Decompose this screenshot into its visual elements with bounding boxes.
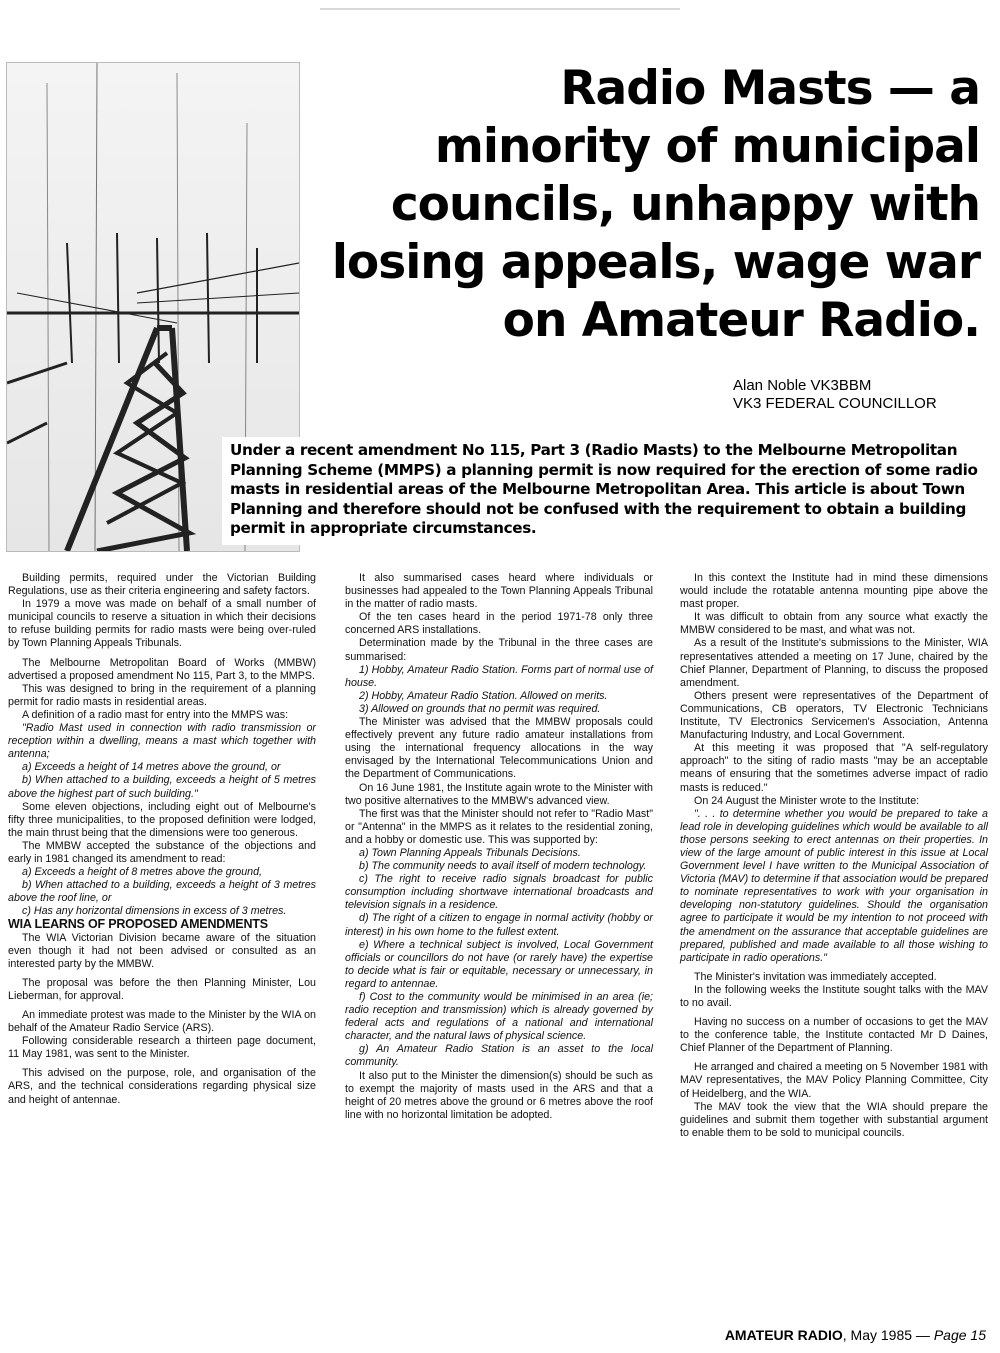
paragraph: It also summarised cases heard where individuals or businesses had appealed to the Town Planning Appeals Tribunal in the matter of radio masts.: [345, 572, 653, 611]
list-item: f) Cost to the community would be minimised in an area (ie; radio reception and transmission) which is already governed by federal acts and regulations of a national and international character, and the natural laws of physical science.: [345, 991, 653, 1043]
paragraph: It was difficult to obtain from any source what exactly the MMBW considered to be mast, and what was not.: [680, 611, 988, 637]
paragraph: He arranged and chaired a meeting on 5 November 1981 with MAV representatives, the MAV Policy Planning Committee, City of Heidelberg, and the WIA.: [680, 1061, 988, 1100]
list-item: a) Town Planning Appeals Tribunals Decisions.: [359, 846, 581, 859]
author-role: VK3 FEDERAL COUNCILLOR: [733, 395, 937, 412]
paragraph: The MAV took the view that the WIA should prepare the guidelines and submit them together with substantial argument to enable them to be sold to municipal councils.: [680, 1100, 988, 1139]
list-item: e) Where a technical subject is involved, Local Government officials or councillors do not have (or rarely have) the expertise to decide what is fair or equitable, necessary or unnecessary, in regard to antennae.: [345, 938, 653, 990]
paragraph: Some eleven objections, including eight out of Melbourne's fifty three municipalities, to the proposed definition were lodged, the main thrust being that the dimensions were too generous.: [8, 800, 316, 839]
list-item: b) When attached to a building, exceeds a height of 3 metres above the roof line, or: [8, 879, 316, 905]
paragraph: Building permits, required under the Victorian Building Regulations, use as their criteria engineering and safety factors.: [8, 572, 316, 598]
quote-paragraph: b) When attached to a building, exceeds a height of 5 metres above the highest part of such building.": [8, 774, 316, 800]
list-item: b) The community needs to avail itself of modern technology.: [359, 860, 647, 873]
list-item: c) The right to receive radio signals broadcast for public consumption including shortwave international broadcasts and television signals in a residence.: [345, 873, 653, 912]
paragraph: The Minister was advised that the MMBW proposals could effectively prevent any future radio amateur installations from using the international frequency allocations in the way envisaged by the International Telecommunications Union and the Department of Communications.: [345, 716, 653, 781]
paragraph: The proposal was before the then Planning Minister, Lou Lieberman, for approval.: [8, 976, 316, 1002]
paragraph: On 24 August the Minister wrote to the Institute:: [694, 794, 920, 807]
paragraph: In 1979 a move was made on behalf of a small number of municipal councils to reserve a situation in which their decisions to refuse building permits for radio masts were being over-ruled by Town Planning Appeals Tribunals.: [8, 598, 316, 650]
paragraph: The Minister's invitation was immediately accepted.: [694, 970, 937, 983]
paragraph: Having no success on a number of occasions to get the MAV to the conference table, the Institute contacted Mr D Daines, Chief Planner of the Department of Planning.: [680, 1016, 988, 1055]
paragraph: This advised on the purpose, role, and organisation of the ARS, and the technical considerations regarding physical size and height of antennae.: [8, 1067, 316, 1106]
issue-date: , May 1985 —: [842, 1327, 934, 1343]
paragraph: A definition of a radio mast for entry into the MMPS was:: [22, 708, 289, 721]
list-item: 3) Allowed on grounds that no permit was required.: [359, 702, 601, 715]
column-2: [345, 572, 653, 1122]
list-item: 2) Hobby, Amateur Radio Station. Allowed on merits.: [359, 689, 608, 702]
paragraph: The first was that the Minister should not refer to "Radio Mast" or "Antenna" in the MMPS as it relates to the residential zoning, and a hobby or domestic use. This was supported by:: [345, 807, 653, 846]
author-name: Alan Noble VK3BBM: [733, 377, 872, 394]
paragraph: In the following weeks the Institute sought talks with the MAV to no avail.: [680, 983, 988, 1009]
page-footer: [725, 1327, 986, 1343]
paragraph: On 16 June 1981, the Institute again wrote to the Minister with two positive alternatives to the MMBW's advanced view.: [345, 781, 653, 807]
page-number: Page 15: [933, 1327, 986, 1343]
article-headline: Radio Masts — a minority of municipal councils, unhappy with losing appeals, wage war on Amateur Radio.: [331, 61, 980, 348]
list-item: d) The right of a citizen to engage in normal activity (hobby or interest) in his own home to the fullest extent.: [345, 912, 653, 938]
list-item: 1) Hobby, Amateur Radio Station. Forms part of normal use of house.: [345, 663, 653, 689]
magazine-name: AMATEUR RADIO: [724, 1327, 843, 1343]
paragraph: Of the ten cases heard in the period 1971-78 only three concerned ARS installations.: [345, 611, 653, 637]
quote-paragraph: ". . . to determine whether you would be prepared to take a lead role in developing guidelines which would be available to all those persons seeking to erect antennas on their properties. In view of the large amount of public interest in this issue at Local Government level I have written to the Municipal Association of Victoria (MAV) to determine if that association would be prepared to nominate representatives to work with your organisation in developing non-statutory guidelines. Should the organisation agree to participate it would be my intention to not proceed with the amendment on the assurance that acceptable guidelines are prepared, published and made available to all those wishing to participate in radio operations.": [680, 807, 988, 964]
paragraph: This was designed to bring in the requirement of a planning permit for radio masts in residential areas.: [8, 682, 316, 708]
column-1: [8, 572, 316, 1107]
paragraph: An immediate protest was made to the Minister by the WIA on behalf of the Amateur Radio Service (ARS).: [8, 1009, 316, 1035]
paragraph: Others present were representatives of the Department of Communications, CB operators, TV Electronic Technicians Institute, TV Electronics Servicemen's Association, Antenna Manufacturing Industry, and Local Government.: [680, 689, 988, 742]
paragraph: In this context the Institute had in mind these dimensions would include the rotatable antenna mounting pipe above the mast proper.: [680, 572, 988, 611]
paragraph: Determination made by the Tribunal in the three cases are summarised:: [345, 637, 653, 663]
paragraph: The MMBW accepted the substance of the objections and early in 1981 changed its amendment to read:: [8, 839, 316, 865]
quote-paragraph: "Radio Mast used in connection with radio transmission or reception within a dwelling, means a mast which together with antenna;: [8, 722, 316, 761]
top-rule: [320, 8, 680, 10]
byline: [733, 377, 993, 413]
intro-paragraph: Under a recent amendment No 115, Part 3 (Radio Masts) to the Melbourne Metropolitan Planning Scheme (MMPS) a planning permit is now required for the erection of some radio masts in residential areas of the Melbourne Metropolitan Area. This article is about Town Planning and therefore should not be confused with the requirement to obtain a building permit in appropriate circumstances.: [222, 437, 1000, 545]
list-item: a) Exceeds a height of 8 metres above the ground,: [22, 866, 263, 879]
quote-paragraph: a) Exceeds a height of 14 metres above the ground, or: [22, 761, 281, 774]
paragraph: Following considerable research a thirteen page document, 11 May 1981, was sent to the Minister.: [8, 1035, 316, 1061]
paragraph: As a result of the Institute's submissions to the Minister, WIA representatives attended a meeting on 17 June, chaired by the Chief Planner, Department of Planning, to discuss the proposed amendment.: [680, 637, 988, 689]
list-item: g) An Amateur Radio Station is an asset to the local community.: [345, 1043, 653, 1069]
paragraph: At this meeting it was proposed that "A self-regulatory approach" to the siting of radio masts "may be an acceptable means of ensuring that the sometimes adverse impact of radio masts is reduced.": [680, 742, 988, 794]
list-item: c) Has any horizontal dimensions in excess of 3 metres.: [22, 905, 287, 918]
paragraph: It also put to the Minister the dimension(s) should be such as to exempt the majority of masts used in the ARS and that a height of 20 metres above the ground or 6 metres above the roof line with no horizontal limitation be adopted.: [345, 1069, 653, 1121]
paragraph: The WIA Victorian Division became aware of the situation even though it had not been advised or consulted as an interested party by the MMBW.: [8, 931, 316, 970]
column-3: [680, 572, 988, 1140]
section-subhead: WIA LEARNS OF PROPOSED AMENDMENTS: [8, 917, 268, 932]
paragraph: The Melbourne Metropolitan Board of Works (MMBW) advertised a proposed amendment No 115, Part 3, to the MMPS.: [8, 656, 316, 682]
